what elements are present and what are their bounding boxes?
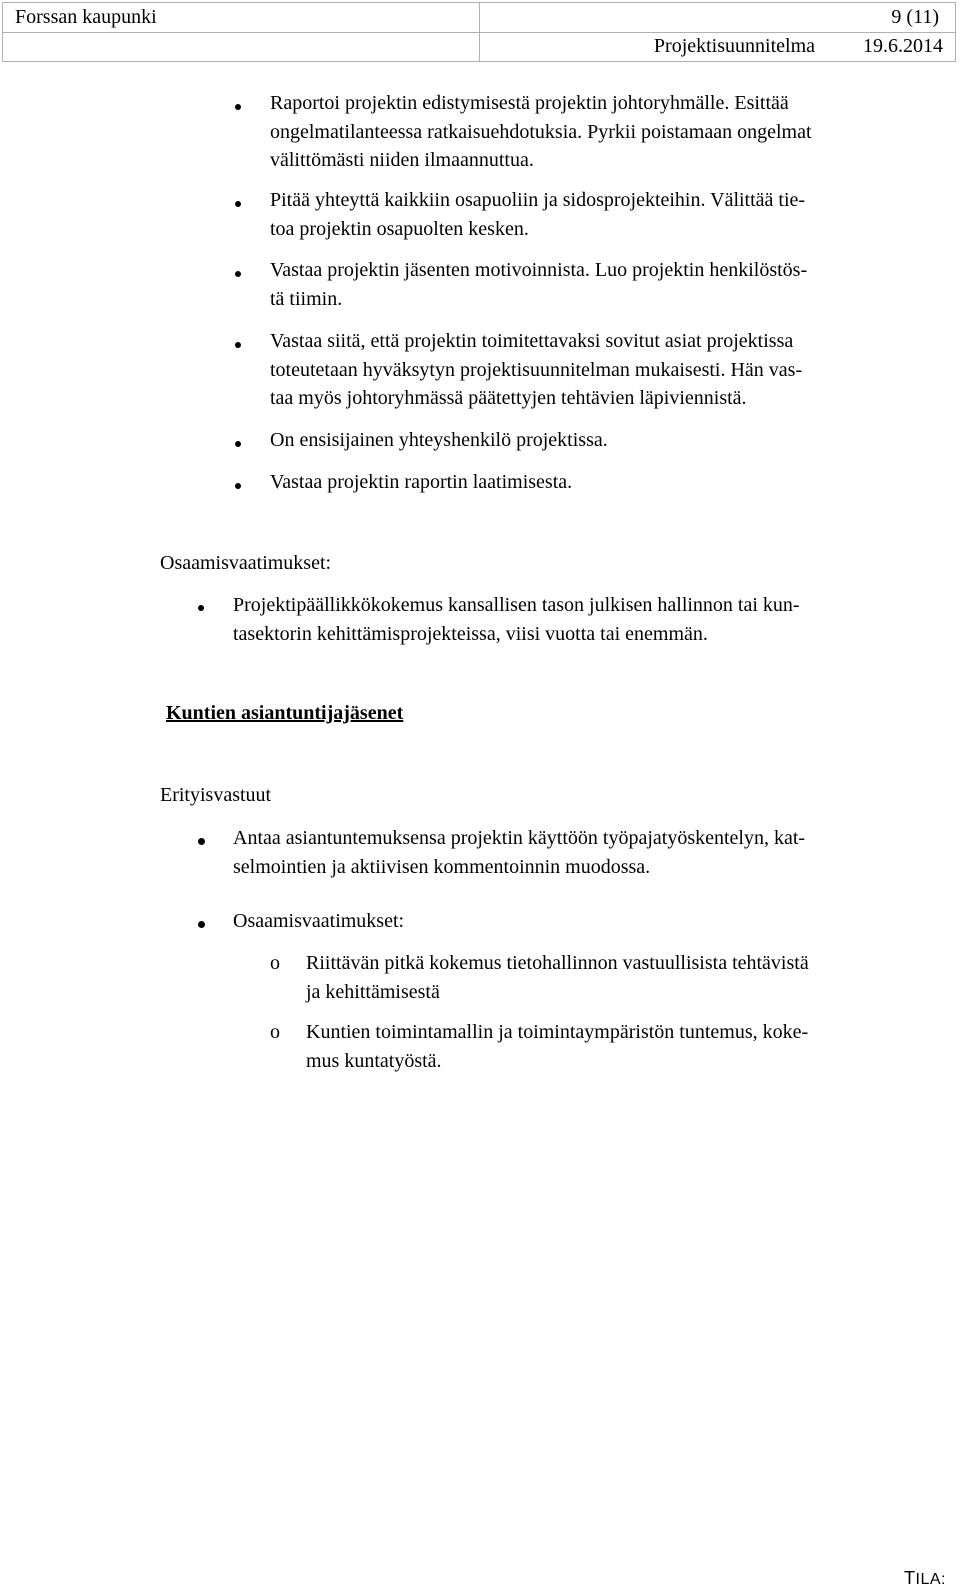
footer-status-initial: T: [904, 1568, 916, 1588]
list-item: [270, 468, 572, 497]
requirements-label: Osaamisvaatimukset:: [160, 552, 332, 574]
list-item: [233, 591, 800, 648]
list-item-line: Raportoi projektin edistymisestä projektin johtoryhmälle. Esittää: [270, 92, 789, 114]
list-item-line: Kuntien toimintamallin ja toimintaympäristön tuntemus, koke-: [306, 1021, 809, 1043]
list-item-line: toa projektin osapuolten kesken.: [270, 217, 529, 240]
list-item: [270, 327, 802, 413]
bullet-marker: [235, 483, 241, 489]
list-item-line: tasektorin kehittämisprojekteissa, viisi vuotta tai enemmän.: [233, 622, 708, 645]
header-page-number: 9 (11): [479, 3, 956, 33]
bullet-marker: [198, 605, 204, 611]
list-item: [270, 426, 608, 455]
bullet-marker: [235, 201, 241, 207]
list-item: [233, 824, 805, 881]
footer-status: [904, 1568, 946, 1589]
list-item-line: ja kehittämisestä: [306, 980, 440, 1003]
section-subheading: Erityisvastuut: [160, 784, 272, 806]
bullet-marker: [235, 441, 241, 447]
list-item: [270, 89, 812, 175]
section-heading: Kuntien asiantuntijajäsenet: [166, 702, 404, 724]
list-item: [270, 256, 807, 313]
list-item: [270, 186, 805, 243]
list-item-line: Osaamisvaatimukset:: [233, 910, 405, 932]
list-item-line: Vastaa projektin jäsenten motivoinnista. Luo projektin henkilöstös-: [270, 259, 808, 281]
footer-status-rest: ILA:: [915, 1571, 946, 1588]
bullet-marker: [198, 838, 205, 845]
list-item-line: Projektipäällikkökokemus kansallisen tason julkisen hallinnon tai kun-: [233, 594, 800, 616]
list-item: [233, 907, 404, 936]
bullet-marker: [235, 104, 241, 110]
header-doc-title: Projektisuunnitelma: [653, 35, 815, 58]
list-item-line: Pitää yhteyttä kaikkiin osapuoliin ja sidosprojekteihin. Välittää tie-: [270, 189, 806, 211]
sub-bullet-marker: o: [270, 1021, 280, 1043]
list-item-line: Riittävän pitkä kokemus tietohallinnon vastuullisista tehtävistä: [306, 952, 809, 974]
bullet-marker: [235, 342, 241, 348]
bullet-marker: [198, 921, 205, 928]
bullet-marker: [235, 271, 241, 277]
list-item-line: tä tiimin.: [270, 287, 343, 310]
list-item-line: ongelmatilanteessa ratkaisuehdotuksia. Pyrkii poistamaan ongelmat: [270, 120, 812, 143]
header-org: Forssan kaupunki: [3, 3, 480, 33]
list-item-line: taa myös johtoryhmässä päätettyjen tehtävien läpiviennistä.: [270, 387, 747, 409]
list-item-line: Antaa asiantuntemuksensa projektin käyttöön työpajatyöskentelyn, kat-: [233, 827, 806, 849]
list-item-line: Vastaa siitä, että projektin toimitettavaksi sovitut asiat projektissa: [270, 330, 794, 352]
list-item-line: toteutetaan hyväksytyn projektisuunnitelman mukaisesti. Hän vas-: [270, 358, 803, 381]
list-item-line: On ensisijainen yhteyshenkilö projektissa.: [270, 429, 608, 451]
sub-list-item: [306, 1018, 808, 1075]
list-item-line: välittömästi niiden ilmaannuttua.: [270, 149, 534, 171]
list-item-line: mus kuntatyöstä.: [306, 1049, 442, 1072]
sub-list-item: [306, 949, 809, 1006]
list-item-line: Vastaa projektin raportin laatimisesta.: [270, 471, 573, 493]
sub-bullet-marker: o: [270, 952, 280, 974]
header-date: 19.6.2014: [863, 35, 943, 58]
list-item-line: selmointien ja aktiivisen kommentoinnin muodossa.: [233, 855, 651, 878]
